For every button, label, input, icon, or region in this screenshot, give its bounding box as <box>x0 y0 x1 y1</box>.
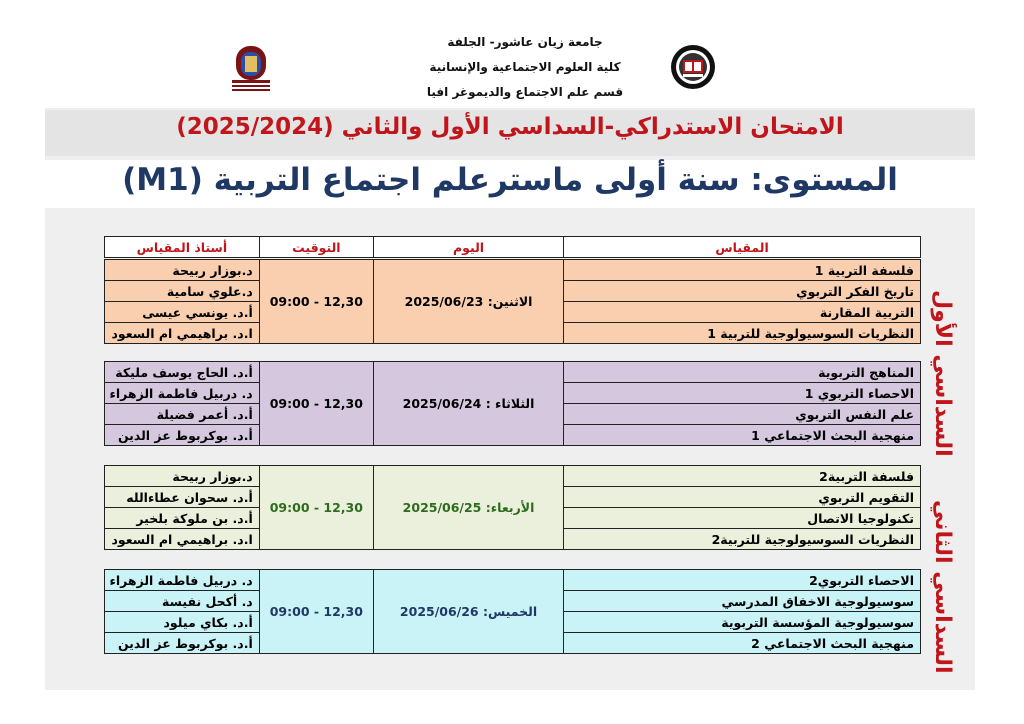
column-professor: أستاذ المقياس <box>105 237 260 258</box>
university-name: جامعة زيان عاشور- الجلفة <box>447 35 603 49</box>
professor-cell: ا.د. براهيمي ام السعود <box>105 323 260 344</box>
professor-cell: أ.د. الحاج يوسف مليكة <box>105 362 260 383</box>
professor-cell: د. دربيل فاطمة الزهراء <box>105 383 260 404</box>
time-cell: 09:00 - 12,30 <box>259 260 373 344</box>
professor-cell: د. أكحل نفيسة <box>105 591 260 612</box>
column-day: اليوم <box>373 237 563 258</box>
professor-cell: أ.د. بوكربوط عز الدين <box>105 425 260 446</box>
subject-cell: سوسيولوجية الاخفاق المدرسي <box>564 591 921 612</box>
exam-block-thursday <box>104 569 921 654</box>
day-cell: الخميس: 2025/06/26 <box>373 570 563 654</box>
university-seal-logo <box>670 44 716 90</box>
professor-cell: أ.د. أعمر فضيلة <box>105 404 260 425</box>
exam-title: الامتحان الاستدراكي-السداسي الأول والثاني (2025/2024) <box>176 114 844 140</box>
subject-cell: تاريخ الفكر التربوي <box>564 281 921 302</box>
institution-header <box>380 30 670 105</box>
professor-cell: أ.د. بكاي ميلود <box>105 612 260 633</box>
time-cell: 09:00 - 12,30 <box>259 570 373 654</box>
day-cell: الثلاثاء : 2025/06/24 <box>373 362 563 446</box>
professor-cell: أ.د. يونسي عيسى <box>105 302 260 323</box>
subject-cell: التقويم التربوي <box>564 487 921 508</box>
semester-2-label: السداسي الثاني <box>930 500 955 674</box>
table-row <box>105 466 921 487</box>
time-cell: 09:00 - 12,30 <box>259 466 373 550</box>
subject-cell: الاحصاء التربوي2 <box>564 570 921 591</box>
day-cell: الاثنين: 2025/06/23 <box>373 260 563 344</box>
professor-cell: أ.د. بوكربوط عز الدين <box>105 633 260 654</box>
day-cell: الأربعاء: 2025/06/25 <box>373 466 563 550</box>
professor-cell: أ.د. بن ملوكة بلخير <box>105 508 260 529</box>
table-row <box>105 260 921 281</box>
schedule-header <box>104 236 921 258</box>
faculty-logo <box>228 42 274 96</box>
subject-cell: النظريات السوسيولوجية للتربية 1 <box>564 323 921 344</box>
department-name: قسم علم الاجتماع والديموغر افيا <box>426 85 624 99</box>
table-row <box>105 362 921 383</box>
subject-cell: المناهج التربوية <box>564 362 921 383</box>
subject-cell: تكنولوجيا الاتصال <box>564 508 921 529</box>
subject-cell: منهجية البحث الاجتماعي 2 <box>564 633 921 654</box>
faculty-name: كلية العلوم الاجتماعية والإنسانية <box>429 60 621 74</box>
subject-cell: فلسفة التربية 1 <box>564 260 921 281</box>
header-row <box>105 237 921 258</box>
professor-cell: د.بوزار ربيحة <box>105 260 260 281</box>
subject-cell: سوسيولوجية المؤسسة التربوية <box>564 612 921 633</box>
semester-1-label: السداسي الأول <box>930 290 955 457</box>
level-title: المستوى: سنة أولى ماسترعلم اجتماع التربية (M1) <box>122 162 898 198</box>
subject-cell: علم النفس التربوي <box>564 404 921 425</box>
subject-cell: النظريات السوسيولوجية للتربية2 <box>564 529 921 550</box>
exam-block-monday <box>104 259 921 344</box>
subject-cell: منهجية البحث الاجتماعي 1 <box>564 425 921 446</box>
subject-cell: الاحصاء التربوي 1 <box>564 383 921 404</box>
column-time: التوقيت <box>259 237 373 258</box>
professor-cell: د.علوي سامية <box>105 281 260 302</box>
professor-cell: د. دربيل فاطمة الزهراء <box>105 570 260 591</box>
professor-cell: أ.د. سحوان عطاءالله <box>105 487 260 508</box>
time-cell: 09:00 - 12,30 <box>259 362 373 446</box>
table-row <box>105 570 921 591</box>
exam-block-wednesday <box>104 465 921 550</box>
subject-cell: فلسفة التربية2 <box>564 466 921 487</box>
exam-block-tuesday <box>104 361 921 446</box>
subject-cell: التربية المقارنة <box>564 302 921 323</box>
professor-cell: د.بوزار ربيحة <box>105 466 260 487</box>
column-subject: المقياس <box>564 237 921 258</box>
professor-cell: ا.د. براهيمي ام السعود <box>105 529 260 550</box>
